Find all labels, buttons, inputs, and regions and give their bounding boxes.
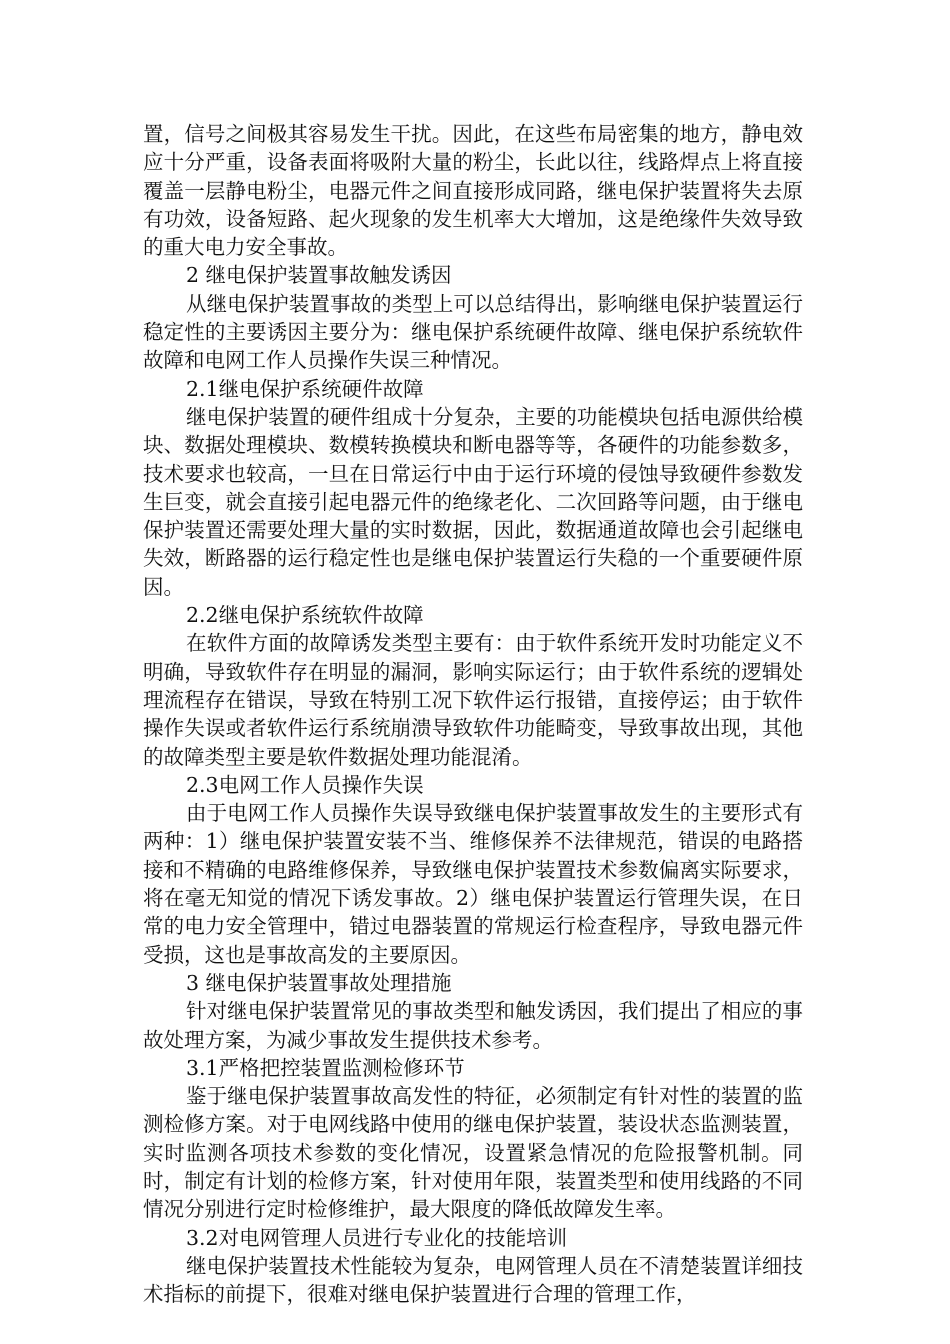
section-2-paragraph: 从继电保护装置事故的类型上可以总结得出，影响继电保护装置运行稳定性的主要诱因主要分为：继电保护系统硬件故障、继电保护系统软件故障和电网工作人员操作失误三种情况。	[143, 291, 803, 373]
subsection-heading-3-1: 3.1严格把控装置监测检修环节	[186, 1055, 465, 1080]
subsection-3-2-paragraph: 继电保护装置技术性能较为复杂，电网管理人员在不清楚装置详细技术指标的前提下，很难对继电保护装置进行合理的管理工作，	[143, 1253, 803, 1307]
subsection-2-3-paragraph: 由于电网工作人员操作失误导致继电保护装置事故发生的主要形式有两种：1）继电保护装置安装不当、维修保养不法律规范，错误的电路搭接和不精确的电路维修保养，导致继电保护装置技术参数偏离实际要求，将在毫无知觉的情况下诱发事故。2）继电保护装置运行管理失误，在日常的电力安全管理中，错过电器装置的常规运行检查程序，导致电器元件受损，这也是事故高发的主要原因。	[143, 801, 803, 967]
subsection-2-1-paragraph: 继电保护装置的硬件组成十分复杂，主要的功能模块包括电源供给模块、数据处理模块、数模转换模块和断电器等等，各硬件的功能参数多，技术要求也较高，一旦在日常运行中由于运行环境的侵蚀导致硬件参数发生巨变，就会直接引起电器元件的绝缘老化、二次回路等问题，由于继电保护装置还需要处理大量的实时数据，因此，数据通道故障也会引起继电失效，断路器的运行稳定性也是继电保护装置运行失稳的一个重要硬件原因。	[143, 404, 803, 599]
continuation-paragraph: 置，信号之间极其容易发生干扰。因此，在这些布局密集的地方，静电效应十分严重，设备表面将吸附大量的粉尘，长此以往，线路焊点上将直接覆盖一层静电粉尘，电器元件之间直接形成同路，继电保护装置将失去原有功效，设备短路、起火现象的发生机率大大增加，这是绝缘件失效导致的重大电力安全事故。	[143, 122, 803, 260]
document-body	[143, 120, 803, 1308]
subsection-heading-2-3: 2.3电网工作人员操作失误	[186, 772, 424, 797]
section-3-paragraph: 针对继电保护装置常见的事故类型和触发诱因，我们提出了相应的事故处理方案，为减少事故发生提供技术参考。	[143, 999, 803, 1052]
subsection-2-2-paragraph: 在软件方面的故障诱发类型主要有：由于软件系统开发时功能定义不明确，导致软件存在明显的漏洞，影响实际运行；由于软件系统的逻辑处理流程存在错误，导致在特别工况下软件运行报错，直接停运；由于软件操作失误或者软件运行系统崩溃导致软件功能畸变，导致事故出现，其他的故障类型主要是软件数据处理功能混淆。	[143, 631, 803, 769]
subsection-heading-3-2: 3.2对电网管理人员进行专业化的技能培训	[186, 1225, 568, 1250]
subsection-heading-2-1: 2.1继电保护系统硬件故障	[186, 376, 424, 401]
section-heading-3: 3 继电保护装置事故处理措施	[186, 970, 452, 995]
section-heading-2: 2 继电保护装置事故触发诱因	[186, 263, 452, 288]
subsection-heading-2-2: 2.2继电保护系统软件故障	[186, 603, 424, 628]
subsection-3-1-paragraph: 鉴于继电保护装置事故高发性的特征，必须制定有针对性的装置的监测检修方案。对于电网线路中使用的继电保护装置，装设状态监测装置，实时监测各项技术参数的变化情况，设置紧急情况的危险报警机制。同时，制定有计划的检修方案，针对使用年限，装置类型和使用线路的不同情况分别进行定时检修维护，最大限度的降低故障发生率。	[143, 1084, 803, 1222]
